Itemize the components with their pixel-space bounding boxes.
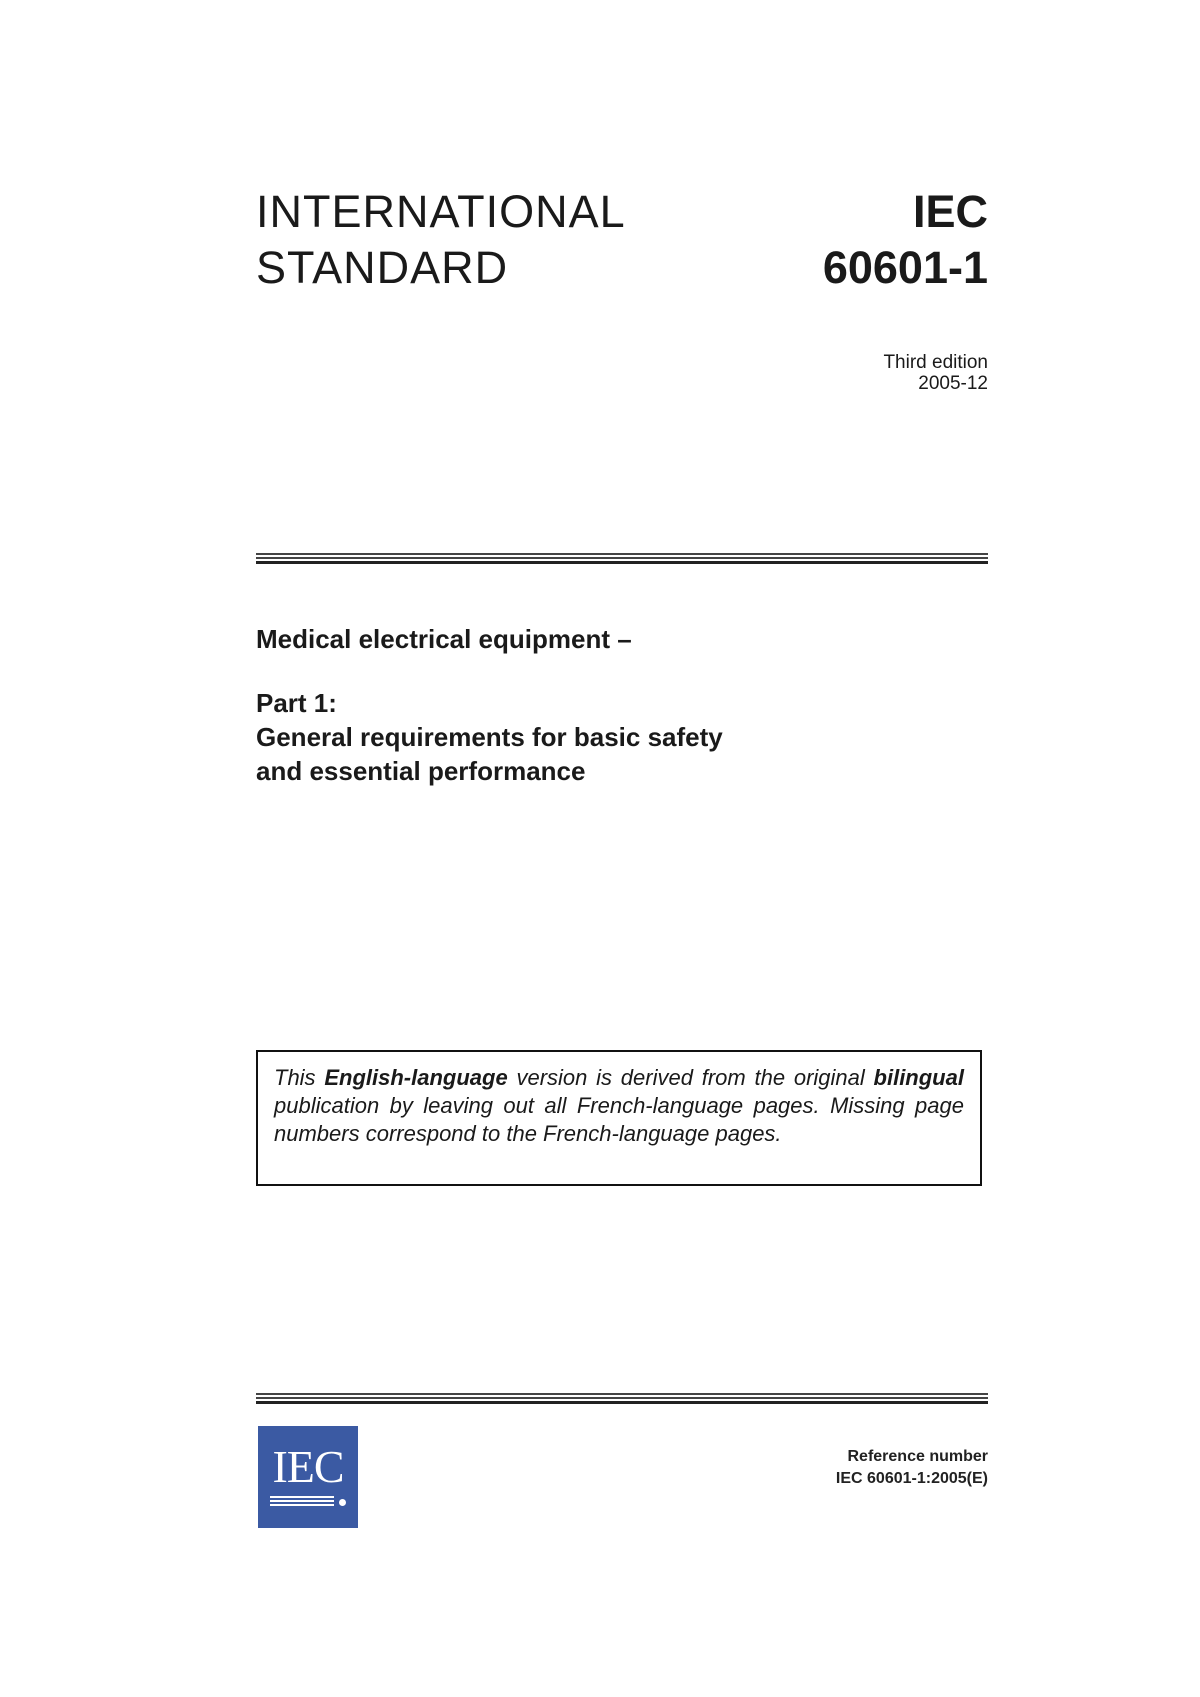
edition-info [883, 352, 988, 394]
subject-line: Medical electrical equipment – [256, 624, 632, 654]
reference-value: IEC 60601-1:2005(E) [835, 1470, 988, 1487]
iec-logo [258, 1426, 358, 1528]
top-divider [256, 553, 988, 564]
edition-label: Third edition [883, 352, 988, 373]
reference-label: Reference number [847, 1448, 988, 1465]
bottom-divider [256, 1393, 988, 1404]
notice-text-1: This [274, 1065, 325, 1090]
notice-text-3: publication by leaving out all French-language pages. Missing page numbers correspond to the French-language pages. [274, 1093, 964, 1146]
document-type-line2: STANDARD [256, 242, 509, 293]
language-notice-box [256, 1050, 982, 1186]
notice-bold-1: English-language [324, 1065, 508, 1090]
part-title-line1: General requirements for basic safety [256, 722, 723, 752]
document-type-line1: INTERNATIONAL [256, 186, 626, 237]
standard-designation [823, 184, 988, 296]
logo-lines-icon [270, 1496, 346, 1508]
logo-text: IEC [272, 1441, 344, 1492]
document-subject [256, 622, 723, 788]
notice-bold-2: bilingual [873, 1065, 964, 1090]
standard-number: 60601-1 [822, 242, 988, 293]
part-label: Part 1: [256, 688, 337, 718]
document-type [256, 184, 626, 296]
reference-number [836, 1446, 988, 1490]
edition-date: 2005-12 [918, 373, 988, 394]
part-title-line2: and essential performance [256, 756, 586, 786]
standard-org: IEC [912, 186, 988, 237]
notice-text-2: version is derived from the original [507, 1065, 874, 1090]
